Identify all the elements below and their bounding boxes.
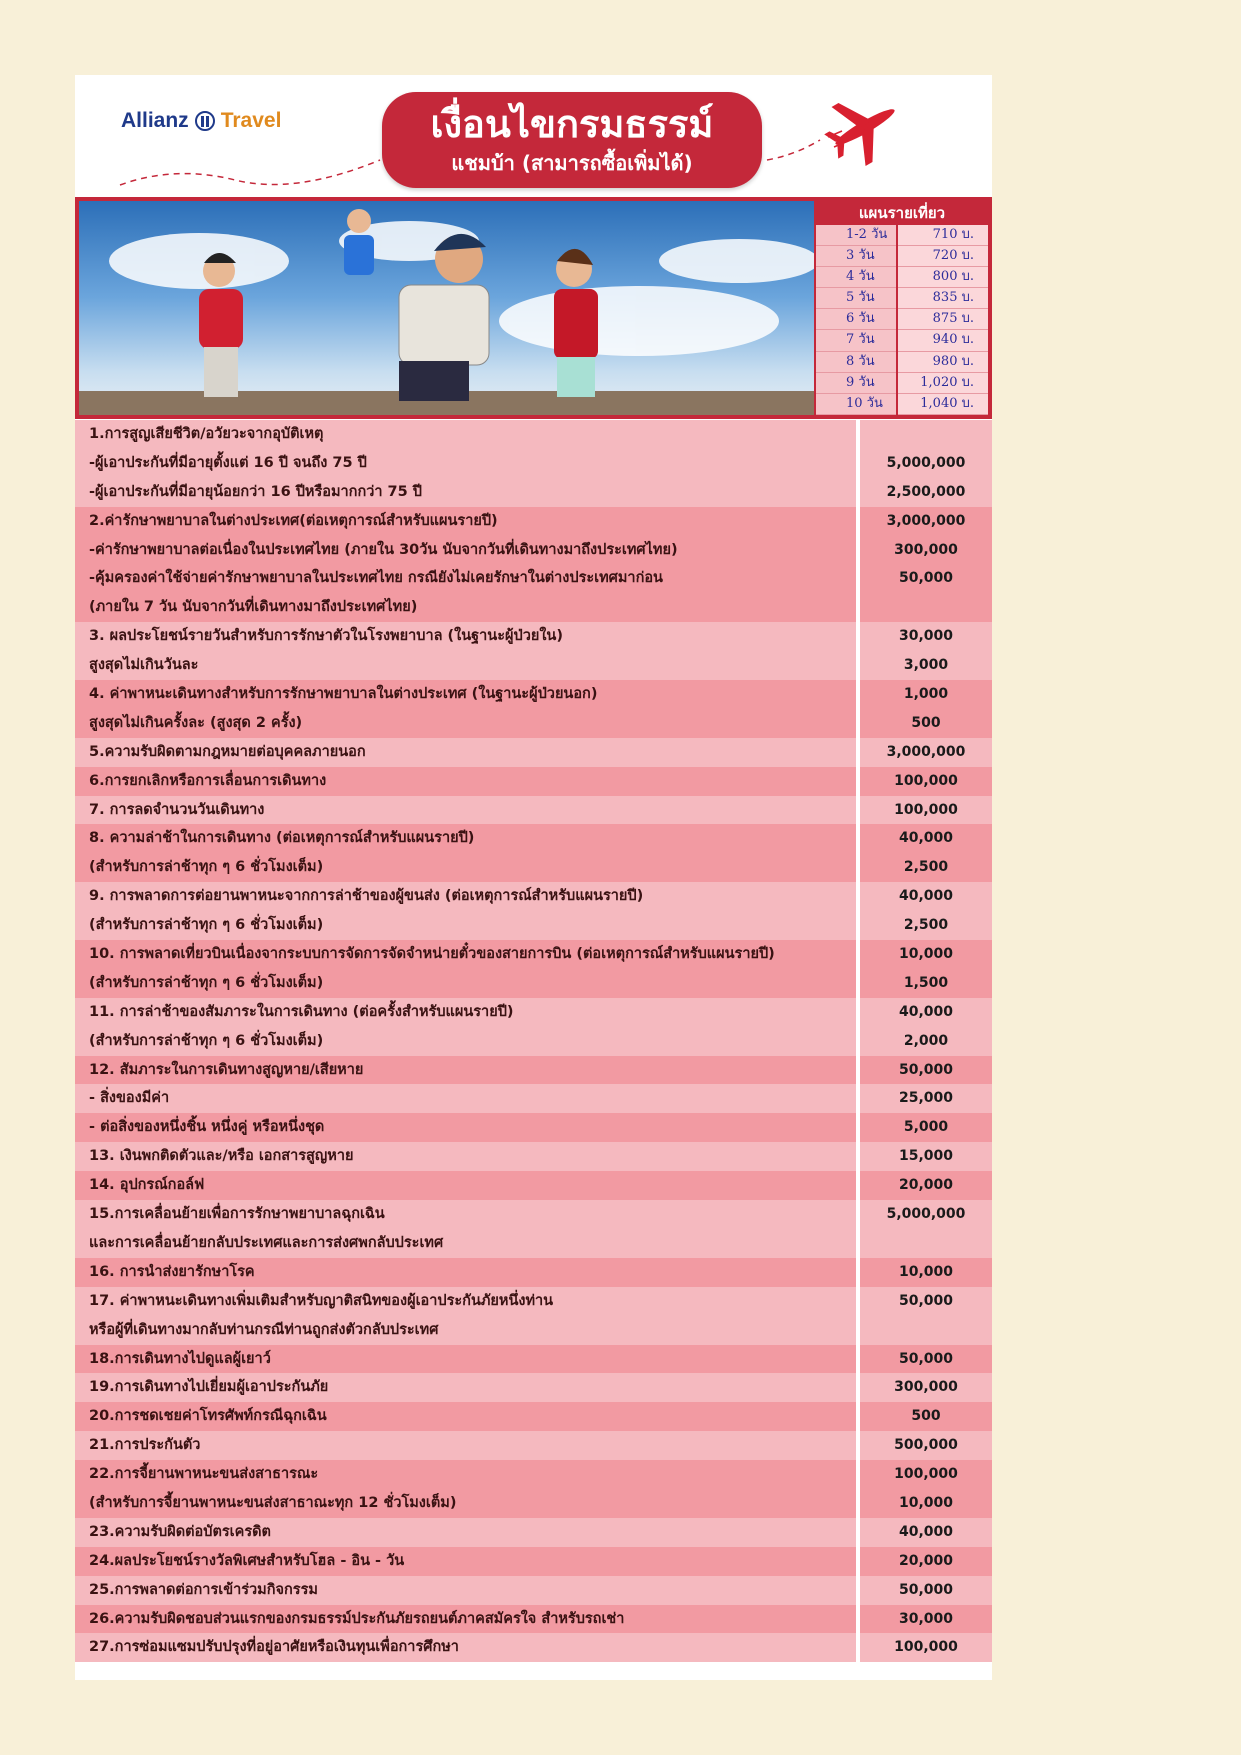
benefit-row <box>75 853 992 882</box>
benefit-row <box>75 1142 992 1171</box>
benefit-value: 300,000 <box>860 1373 992 1402</box>
benefit-row <box>75 1171 992 1200</box>
benefit-label: 2.ค่ารักษาพยาบาลในต่างประเทศ(ต่อเหตุการณ์สำหรับแผนรายปี) <box>75 507 856 536</box>
benefit-value: 10,000 <box>860 1489 992 1518</box>
benefit-label: -ผู้เอาประกันที่มีอายุน้อยกว่า 16 ปีหรือมากกว่า 75 ปี <box>75 478 856 507</box>
benefit-label: (สำหรับการล่าช้าทุก ๆ 6 ชั่วโมงเต็ม) <box>75 969 856 998</box>
benefit-label: 19.การเดินทางไปเยี่ยมผู้เอาประกันภัย <box>75 1373 856 1402</box>
benefit-value: 10,000 <box>860 1258 992 1287</box>
benefit-row <box>75 564 992 593</box>
photo-band <box>75 197 992 419</box>
benefit-label: 3. ผลประโยชน์รายวันสำหรับการรักษาตัวในโรงพยาบาล (ในฐานะผู้ป่วยใน) <box>75 622 856 651</box>
benefit-label: 12. สัมภาระในการเดินทางสูญหาย/เสียหาย <box>75 1056 856 1085</box>
benefit-value: 40,000 <box>860 998 992 1027</box>
benefit-label: 23.ความรับผิดต่อบัตรเครดิต <box>75 1518 856 1547</box>
plan-rows <box>816 225 988 415</box>
benefit-row <box>75 1316 992 1345</box>
benefit-row <box>75 1229 992 1258</box>
dashed-flight-path-right <box>765 135 825 165</box>
benefit-label: 20.การชดเชยค่าโทรศัพท์กรณีฉุกเฉิน <box>75 1402 856 1431</box>
benefit-row <box>75 1431 992 1460</box>
benefit-value: 2,000 <box>860 1027 992 1056</box>
plan-days: 5 วัน <box>816 288 896 309</box>
benefit-value: 2,500 <box>860 911 992 940</box>
plan-price: 1,020 บ. <box>898 373 988 394</box>
benefit-row <box>75 882 992 911</box>
plan-days: 3 วัน <box>816 246 896 267</box>
benefit-row <box>75 969 992 998</box>
benefit-row <box>75 767 992 796</box>
benefit-row <box>75 1576 992 1605</box>
benefit-value: 1,000 <box>860 680 992 709</box>
brand-logo <box>121 109 281 133</box>
benefit-value: 30,000 <box>860 1605 992 1634</box>
plan-row <box>816 246 988 267</box>
benefit-row <box>75 593 992 622</box>
benefit-label: สูงสุดไม่เกินครั้งละ (สูงสุด 2 ครั้ง) <box>75 709 856 738</box>
benefit-row <box>75 1633 992 1662</box>
benefit-label: 26.ความรับผิดชอบส่วนแรกของกรมธรรม์ประกันภัยรถยนต์ภาคสมัครใจ สำหรับรถเช่า <box>75 1605 856 1634</box>
benefit-label: (ภายใน 7 วัน นับจากวันที่เดินทางมาถึงประเทศไทย) <box>75 593 856 622</box>
benefit-label: - ต่อสิ่งของหนึ่งชิ้น หนึ่งคู่ หรือหนึ่งชุด <box>75 1113 856 1142</box>
benefit-value: 40,000 <box>860 824 992 853</box>
benefit-row <box>75 420 992 449</box>
benefit-label: -ค่ารักษาพยาบาลต่อเนื่องในประเทศไทย (ภายใน 30วัน นับจากวันที่เดินทางมาถึงประเทศไทย) <box>75 536 856 565</box>
benefit-label: สูงสุดไม่เกินวันละ <box>75 651 856 680</box>
plan-price: 1,040 บ. <box>898 394 988 415</box>
benefit-label: 8. ความล่าช้าในการเดินทาง (ต่อเหตุการณ์สำหรับแผนรายปี) <box>75 824 856 853</box>
benefit-label: -คุ้มครองค่าใช้จ่ายค่ารักษาพยาบาลในประเทศไทย กรณียังไม่เคยรักษาในต่างประเทศมาก่อน <box>75 564 856 593</box>
trip-plan-table <box>816 201 988 415</box>
dashed-flight-path-left <box>115 155 385 195</box>
benefit-row <box>75 1518 992 1547</box>
header <box>75 75 992 195</box>
benefit-value <box>860 420 992 449</box>
plan-days: 6 วัน <box>816 309 896 330</box>
brand-sub: Travel <box>220 109 282 132</box>
plan-days: 4 วัน <box>816 267 896 288</box>
plan-heading: แผนรายเที่ยว <box>858 204 946 222</box>
plan-row <box>816 309 988 330</box>
benefit-label: 14. อุปกรณ์กอล์ฟ <box>75 1171 856 1200</box>
benefit-row <box>75 1258 992 1287</box>
benefit-row <box>75 940 992 969</box>
benefit-label: 21.การประกันตัว <box>75 1431 856 1460</box>
benefit-value: 500 <box>860 1402 992 1431</box>
benefit-value: 25,000 <box>860 1084 992 1113</box>
benefit-value: 50,000 <box>860 1056 992 1085</box>
benefit-label: (สำหรับการจี้ยานพาหนะขนส่งสาธาณะทุก 12 ชั่วโมงเต็ม) <box>75 1489 856 1518</box>
plan-days: 7 วัน <box>816 330 896 351</box>
benefit-value: 5,000,000 <box>860 1200 992 1229</box>
benefit-label: 5.ความรับผิดตามกฎหมายต่อบุคคลภายนอก <box>75 738 856 767</box>
benefit-label: 16. การนำส่งยารักษาโรค <box>75 1258 856 1287</box>
allianz-logo-icon <box>195 111 215 131</box>
plan-row <box>816 330 988 351</box>
benefit-value: 500 <box>860 709 992 738</box>
benefit-row <box>75 1547 992 1576</box>
plan-days: 8 วัน <box>816 352 896 373</box>
benefit-label: -ผู้เอาประกันที่มีอายุตั้งแต่ 16 ปี จนถึง 75 ปี <box>75 449 856 478</box>
benefit-value: 1,500 <box>860 969 992 998</box>
benefit-row <box>75 1489 992 1518</box>
benefit-row <box>75 1113 992 1142</box>
benefit-label: และการเคลื่อนย้ายกลับประเทศและการส่งศพกลับประเทศ <box>75 1229 856 1258</box>
benefit-row <box>75 1605 992 1634</box>
benefit-row <box>75 1345 992 1374</box>
plan-days: 10 วัน <box>816 394 896 415</box>
plan-row <box>816 394 988 415</box>
benefit-row <box>75 709 992 738</box>
benefit-value <box>860 1316 992 1345</box>
benefit-row <box>75 998 992 1027</box>
plan-row <box>816 352 988 373</box>
benefit-row <box>75 824 992 853</box>
benefit-value: 5,000 <box>860 1113 992 1142</box>
benefit-row <box>75 1460 992 1489</box>
page-subtitle: แชมบ้า (สามารถซื้อเพิ่มได้) <box>451 151 693 175</box>
benefit-value <box>860 1229 992 1258</box>
benefit-value: 20,000 <box>860 1547 992 1576</box>
benefit-value: 100,000 <box>860 1460 992 1489</box>
benefit-value: 3,000,000 <box>860 738 992 767</box>
benefit-value: 30,000 <box>860 622 992 651</box>
benefit-row <box>75 1287 992 1316</box>
benefit-label: 17. ค่าพาหนะเดินทางเพิ่มเติมสำหรับญาติสนิทของผู้เอาประกันภัยหนึ่งท่าน <box>75 1287 856 1316</box>
benefit-value: 40,000 <box>860 1518 992 1547</box>
plan-price: 710 บ. <box>898 225 988 246</box>
benefit-value: 50,000 <box>860 1345 992 1374</box>
benefit-label: 6.การยกเลิกหรือการเลื่อนการเดินทาง <box>75 767 856 796</box>
benefit-row <box>75 911 992 940</box>
benefit-value: 10,000 <box>860 940 992 969</box>
benefit-label: 4. ค่าพาหนะเดินทางสำหรับการรักษาพยาบาลในต่างประเทศ (ในฐานะผู้ป่วยนอก) <box>75 680 856 709</box>
benefit-row <box>75 1373 992 1402</box>
benefit-label: 15.การเคลื่อนย้ายเพื่อการรักษาพยาบาลฉุกเฉิน <box>75 1200 856 1229</box>
plan-price: 720 บ. <box>898 246 988 267</box>
benefit-value <box>860 593 992 622</box>
plan-row <box>816 267 988 288</box>
benefit-row <box>75 1084 992 1113</box>
benefit-label: 25.การพลาดต่อการเข้าร่วมกิจกรรม <box>75 1576 856 1605</box>
benefit-row <box>75 449 992 478</box>
benefit-value: 50,000 <box>860 564 992 593</box>
benefit-value: 20,000 <box>860 1171 992 1200</box>
benefit-value: 500,000 <box>860 1431 992 1460</box>
benefit-value: 2,500 <box>860 853 992 882</box>
plan-price: 875 บ. <box>898 309 988 330</box>
benefit-label: 24.ผลประโยชน์รางวัลพิเศษสำหรับโฮล - อิน - วัน <box>75 1547 856 1576</box>
benefit-label: (สำหรับการล่าช้าทุก ๆ 6 ชั่วโมงเต็ม) <box>75 1027 856 1056</box>
benefit-label: 7. การลดจำนวนวันเดินทาง <box>75 796 856 825</box>
airplane-icon <box>820 87 910 167</box>
benefit-label: (สำหรับการล่าช้าทุก ๆ 6 ชั่วโมงเต็ม) <box>75 911 856 940</box>
benefit-row <box>75 1402 992 1431</box>
benefits-table <box>75 420 992 1662</box>
benefit-value: 3,000,000 <box>860 507 992 536</box>
benefit-label: 9. การพลาดการต่อยานพาหนะจากการล่าช้าของผู้ขนส่ง (ต่อเหตุการณ์สำหรับแผนรายปี) <box>75 882 856 911</box>
title-banner <box>382 92 762 188</box>
benefit-label: 1.การสูญเสียชีวิต/อวัยวะจากอุบัติเหตุ <box>75 420 856 449</box>
benefit-value: 300,000 <box>860 536 992 565</box>
benefit-value: 50,000 <box>860 1287 992 1316</box>
benefit-value: 3,000 <box>860 651 992 680</box>
benefit-value: 5,000,000 <box>860 449 992 478</box>
benefit-row <box>75 738 992 767</box>
benefit-row <box>75 1027 992 1056</box>
benefit-label: - สิ่งของมีค่า <box>75 1084 856 1113</box>
plan-row <box>816 288 988 309</box>
benefit-value: 40,000 <box>860 882 992 911</box>
plan-price: 800 บ. <box>898 267 988 288</box>
benefit-row <box>75 622 992 651</box>
benefit-row <box>75 796 992 825</box>
plan-price: 980 บ. <box>898 352 988 373</box>
brand-name: Allianz <box>121 109 189 132</box>
benefit-row <box>75 507 992 536</box>
plan-price: 835 บ. <box>898 288 988 309</box>
plan-days: 9 วัน <box>816 373 896 394</box>
benefit-label: 18.การเดินทางไปดูแลผู้เยาว์ <box>75 1345 856 1374</box>
benefit-row <box>75 1056 992 1085</box>
benefit-row <box>75 536 992 565</box>
benefit-row <box>75 680 992 709</box>
benefit-value: 100,000 <box>860 796 992 825</box>
benefit-row <box>75 651 992 680</box>
plan-row <box>816 225 988 246</box>
hero-photo <box>79 201 814 415</box>
plan-price: 940 บ. <box>898 330 988 351</box>
plan-days: 1-2 วัน <box>816 225 896 246</box>
page-title: เงื่อนไขกรมธรรม์ <box>430 101 714 146</box>
benefit-label: 27.การซ่อมแซมปรับปรุงที่อยู่อาศัยหรือเงินทุนเพื่อการศึกษา <box>75 1633 856 1662</box>
benefit-label: 10. การพลาดเที่ยวบินเนื่องจากระบบการจัดการจัดจำหน่ายตั๋วของสายการบิน (ต่อเหตุการณ์สำหรับแผนรายปี) <box>75 940 856 969</box>
benefit-label: 13. เงินพกติดตัวและ/หรือ เอกสารสูญหาย <box>75 1142 856 1171</box>
benefit-label: หรือผู้ที่เดินทางมากลับท่านกรณีท่านถูกส่งตัวกลับประเทศ <box>75 1316 856 1345</box>
policy-sheet <box>75 75 992 1680</box>
benefit-value: 100,000 <box>860 1633 992 1662</box>
benefit-label: 11. การล่าช้าของสัมภาระในการเดินทาง (ต่อครั้งสำหรับแผนรายปี) <box>75 998 856 1027</box>
benefit-row <box>75 1200 992 1229</box>
benefit-value: 100,000 <box>860 767 992 796</box>
benefit-row <box>75 478 992 507</box>
benefit-value: 15,000 <box>860 1142 992 1171</box>
benefit-value: 50,000 <box>860 1576 992 1605</box>
benefit-label: (สำหรับการล่าช้าทุก ๆ 6 ชั่วโมงเต็ม) <box>75 853 856 882</box>
benefit-value: 2,500,000 <box>860 478 992 507</box>
benefit-label: 22.การจี้ยานพาหนะขนส่งสาธารณะ <box>75 1460 856 1489</box>
plan-row <box>816 373 988 394</box>
